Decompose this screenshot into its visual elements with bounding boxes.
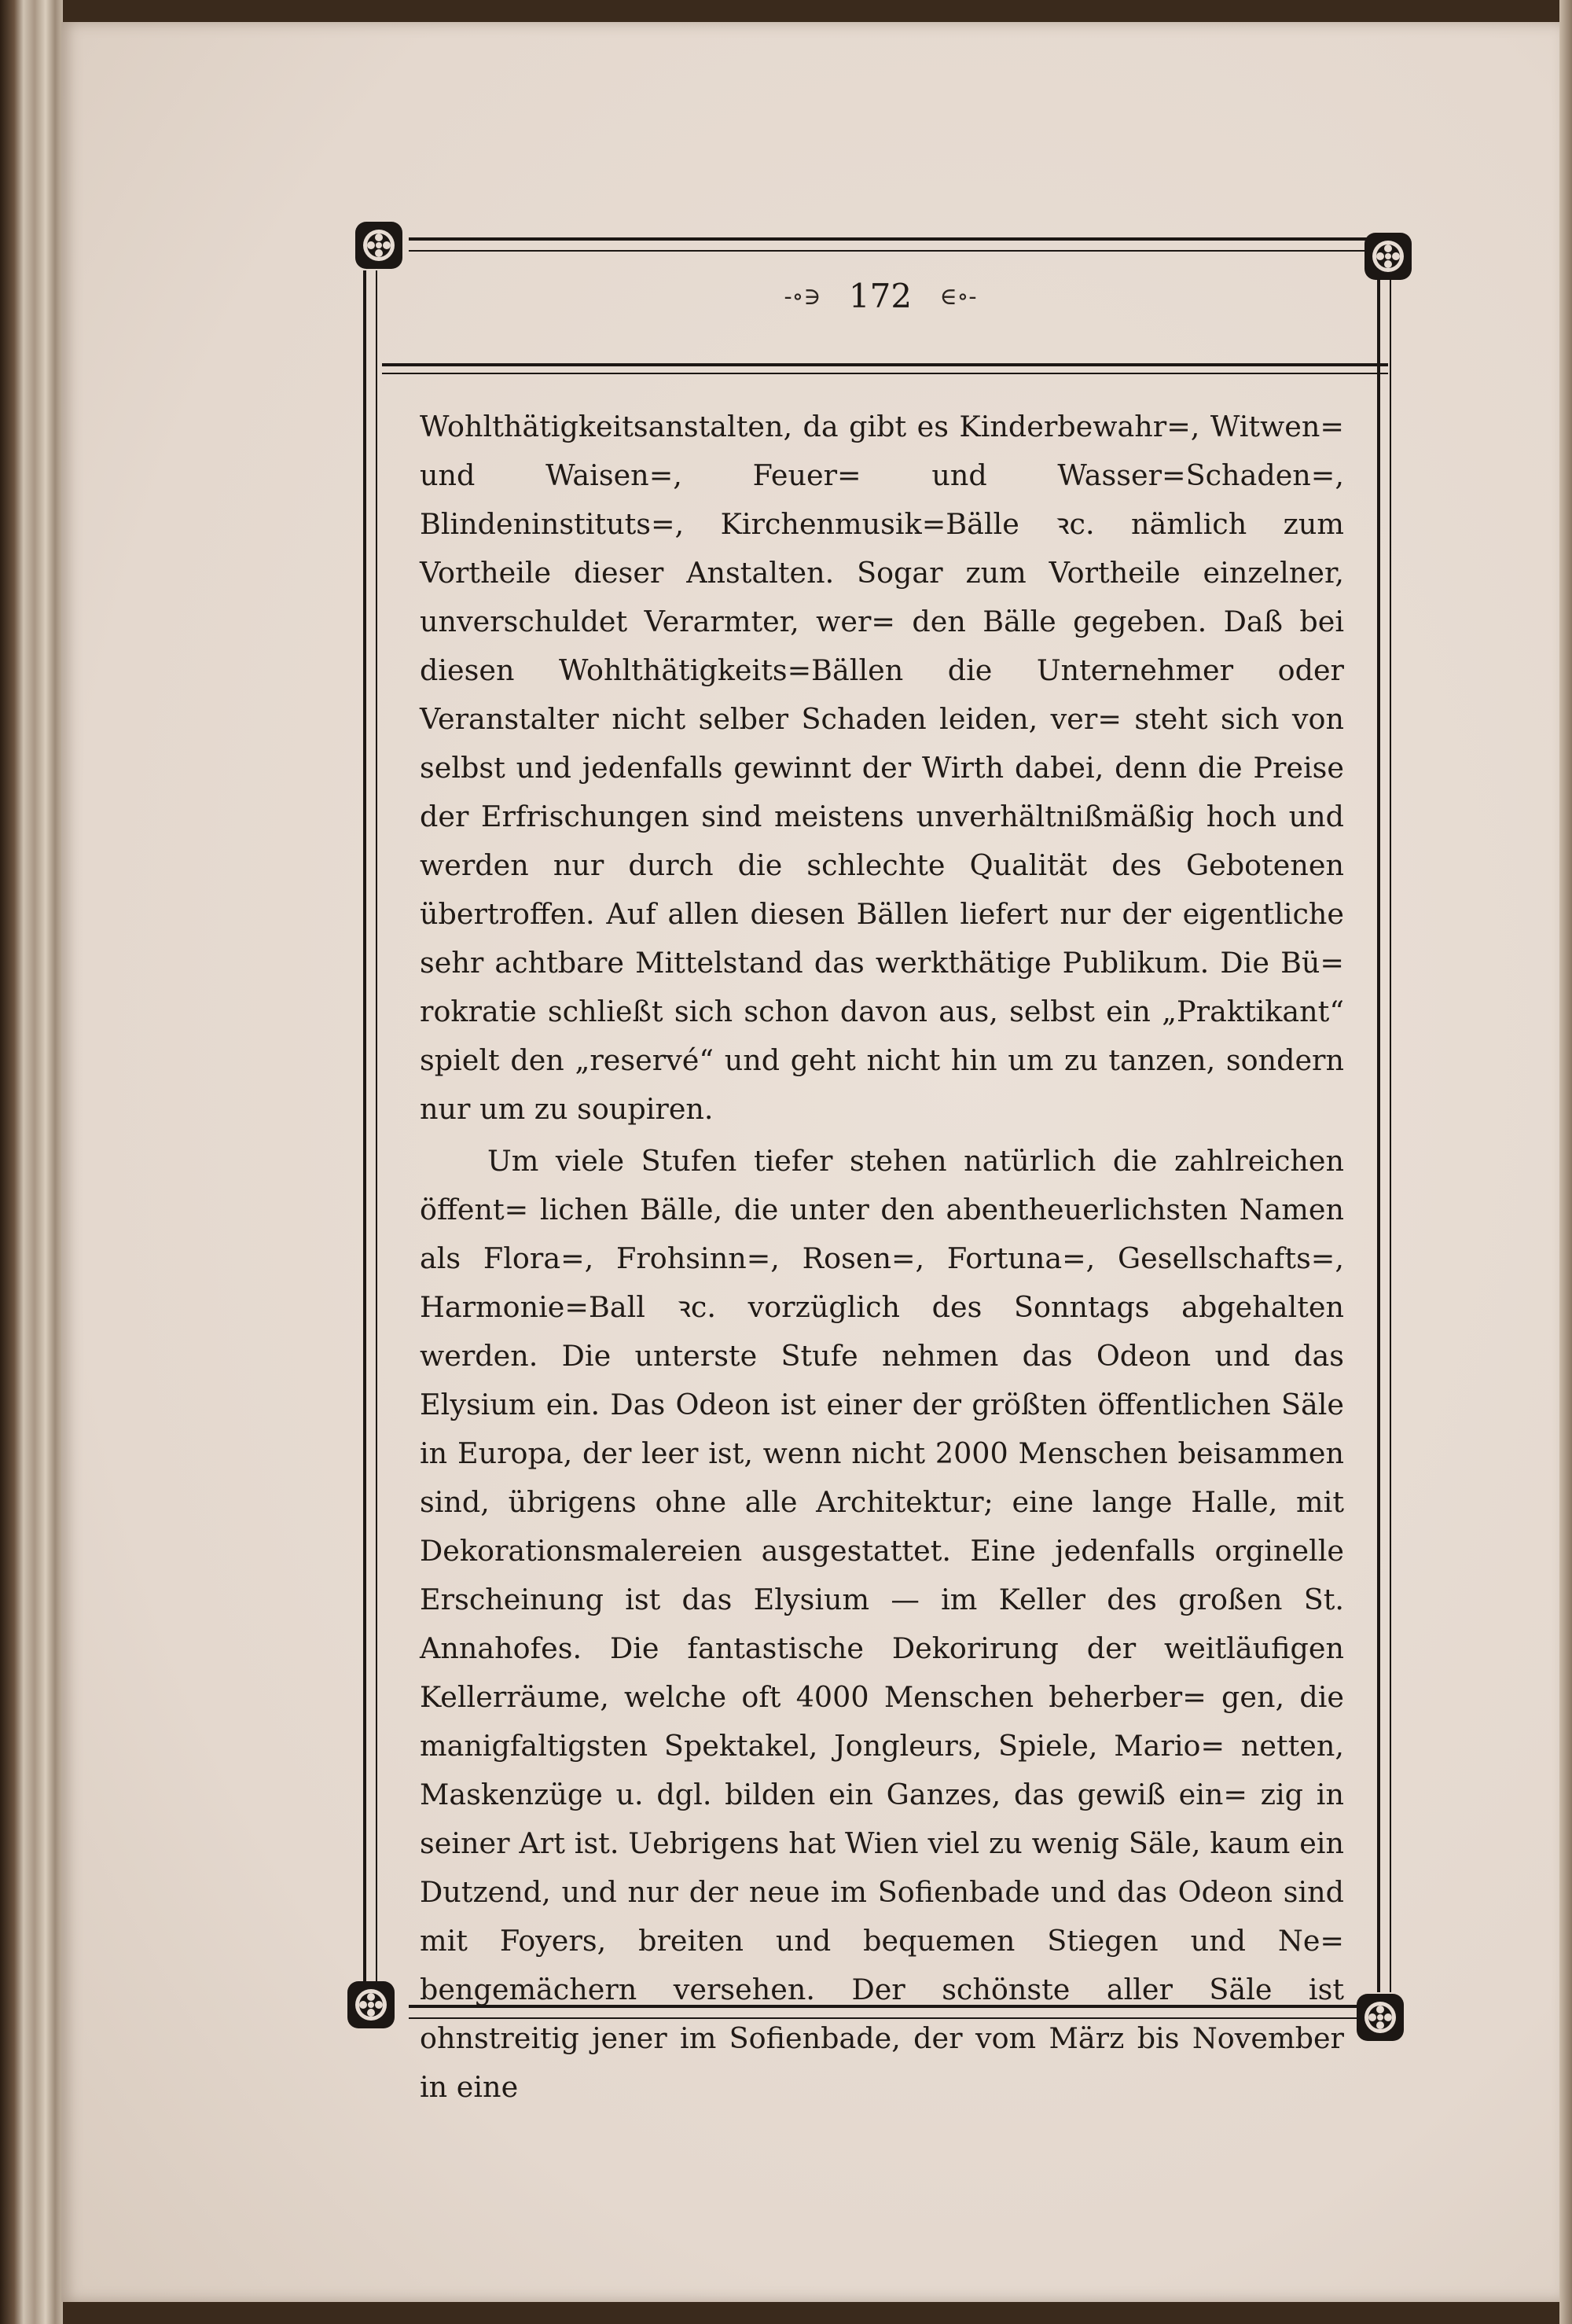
page-edge: [1559, 0, 1572, 2324]
book-spine: [0, 0, 63, 2324]
page-header: [377, 277, 1383, 332]
frame-border-left: [363, 270, 377, 1992]
corner-ornament-icon: [343, 1977, 399, 2033]
body-text: [420, 403, 1344, 2112]
frame-border-right: [1377, 270, 1391, 1992]
frame-border-top: [409, 237, 1368, 252]
page-number: 172: [848, 277, 913, 315]
header-ornament-right: ∈∘-: [939, 283, 977, 311]
paragraph: Um viele Stufen tiefer stehen natürlich die zahlreichen öffent= lichen Bälle, die unter den abentheuerlichsten Namen als Flora=, Frohsinn=, Rosen=, Fortuna=, Gesellschafts=, Harmonie=Ball ꝛc. vorzüglich des Sonntags abgehalten werden. Die unterste Stufe nehmen das Odeon und das Elysium ein. Das Odeon ist einer der größten öffentlichen Säle in Europa, der leer ist, wenn nicht 2000 Menschen beisammen sind, übrigens ohne alle Architektur; eine lange Halle, mit Dekorationsmalereien ausgestattet. Eine jedenfalls orginelle Erscheinung ist das Elysium — im Keller des großen St. Annahofes. Die fantastische Dekorirung der weitläufigen Kellerräume, welche oft 4000 Menschen beherber= gen, die manigfaltigsten Spektakel, Jongleurs, Spiele, Mario= netten, Maskenzüge u. dgl. bilden ein Ganzes, das gewiß ein= zig in seiner Art ist. Uebrigens hat Wien viel zu wenig Säle, kaum ein Dutzend, und nur der neue im Sofienbade und das Odeon sind mit Foyers, breiten und bequemen Stiegen und Ne= bengemächern versehen. Der schönste aller Säle ist ohnstreitig jener im Sofienbade, der vom März bis November in eine: [420, 1144, 1344, 2104]
header-ornament-left: -∘∋: [784, 283, 821, 311]
corner-ornament-icon: [351, 217, 407, 274]
header-rule: [382, 363, 1388, 374]
paragraph: Wohlthätigkeitsanstalten, da gibt es Kinderbewahr=, Witwen= und Waisen=, Feuer= und Wasser=Schaden=, Blindeninstituts=, Kirchenmusik=Bälle ꝛc. nämlich zum Vortheile dieser Anstalten. Sogar zum Vortheile einzelner, unverschuldet Verarmter, wer= den Bälle gegeben. Daß bei diesen Wohlthätigkeits=Bällen die Unternehmer oder Veranstalter nicht selber Schaden leiden, ver= steht sich von selbst und jedenfalls gewinnt der Wirth dabei, denn die Preise der Erfrischungen sind meistens unverhältnißmäßig hoch und werden nur durch die schlechte Qualität des Gebotenen übertroffen. Auf allen diesen Bällen liefert nur der eigentliche sehr achtbare Mittelstand das werkthätige Publikum. Die Bü= rokratie schließt sich schon davon aus, selbst ein „Praktikant“ spielt den „reservé“ und geht nicht hin um zu tanzen, sondern nur um zu soupiren.: [420, 410, 1344, 1126]
corner-ornament-icon: [1352, 1989, 1409, 2046]
